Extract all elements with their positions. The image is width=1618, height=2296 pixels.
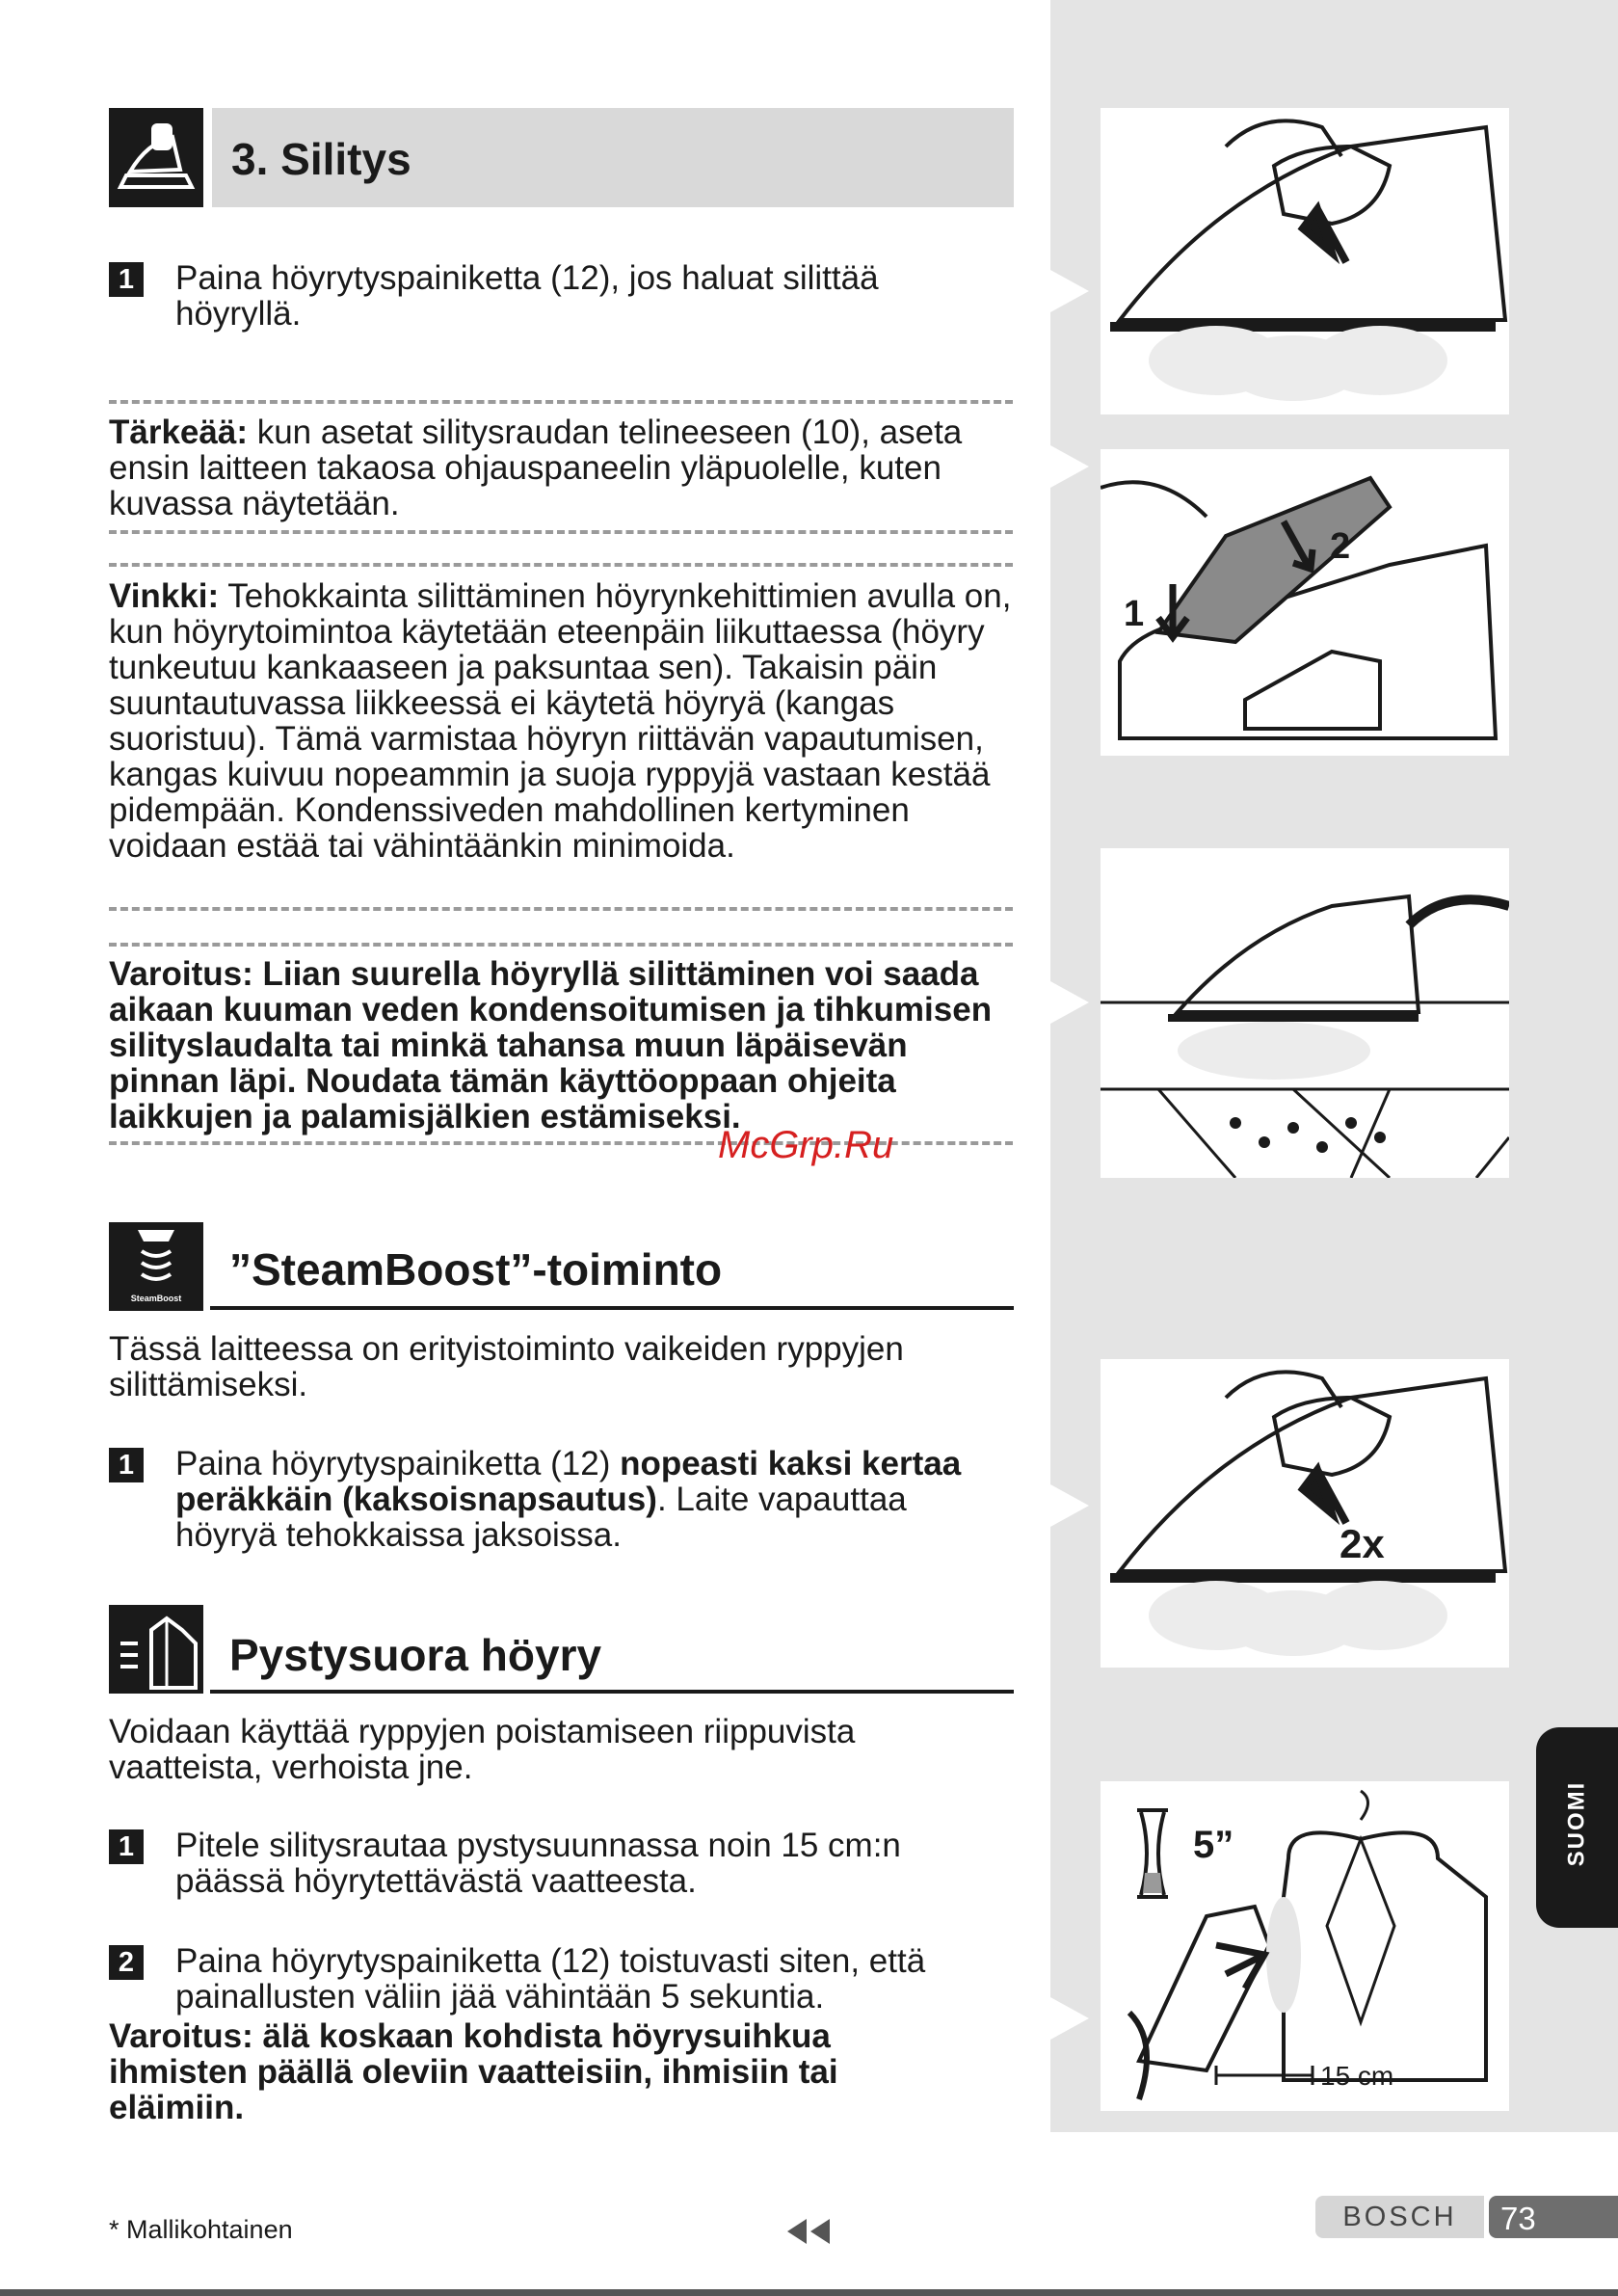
pointer-notch [1050,445,1089,488]
ironing-section-icon [109,108,203,207]
warning-note: Varoitus: älä koskaan kohdista höyrysuihkua ihmisten päällä oleviin vaatteisiin, ihmisiin tai eläimiin. [109,2017,838,2126]
section-rule [210,1306,1014,1310]
step-number: 2 [109,1945,144,1980]
figure-time-label: 5” [1193,1824,1234,1866]
step-text [175,1446,1014,1553]
tip-label: Vinkki: [109,577,220,615]
page-nav-arrows-icon [785,2217,834,2251]
figure-iron-dripping [1101,848,1509,1178]
step-text: Paina höyrytyspainiketta (12), jos haluat silittää höyryllä. [175,259,879,333]
brand-label-box [1315,2196,1484,2238]
important-note [109,414,1015,521]
vertical-steam-icon [109,1605,203,1694]
step-text-part: Paina höyrytyspainiketta (12) [175,1445,621,1482]
figure-distance-label: 15 cm [1320,2061,1394,2091]
figure-iron-steamboost [1101,1359,1509,1668]
page-number: 73 [1500,2201,1536,2236]
section-title: 3. Silitys [231,134,411,184]
step-text-part: . Laite vapauttaa höyryä tehokkaissa jaksoissa. [175,1481,907,1554]
brand-label: BOSCH [1342,2202,1457,2232]
bottom-bar [0,2289,1618,2296]
important-label: Tärkeää: [109,414,248,451]
pointer-notch [1050,270,1089,312]
page-number-box [1489,2196,1618,2238]
section-intro: Voidaan käyttää ryppyjen poistamiseen riippuvista vaatteista, verhoista jne. [109,1713,856,1786]
important-text: kun asetat silitysraudan telineeseen (10), aseta ensin laitteen takaosa ohjauspaneelin yläpuolelle, kuten kuvassa näytetään. [109,414,963,522]
step-number: 1 [109,262,144,297]
figure-iron-steam [1101,108,1509,414]
warning-note: Varoitus: Liian suurella höyryllä silittäminen voi saada aikaan kuuman veden kondensoitumisen ja tihkumisen silityslaudalta tai minkä tahansa muun läpäisevän pinnan läpi. Noudata tämän käyttöoppaan ohjeita laikkujen ja palamisjälkien estämiseksi. [109,955,993,1135]
language-tab [1536,1727,1618,1928]
section-title: Pystysuora höyry [229,1630,602,1680]
pointer-notch [1050,1997,1089,2040]
dashed-divider [109,400,1013,404]
figure-label-2: 2 [1330,526,1351,567]
tip-text: Tehokkainta silittäminen höyrynkehittimien avulla on, kun höyrytoimintoa käytetään eteenpäin liikuttaessa (höyry tunkeutuu kankaaseen ja paksuntaa sen). Takaisin päin suuntautuvassa liikkeessä ei käytetä höyryä (kangas suoristuu). Tämä varmistaa höyryn riittävän vapautumisen, kangas kuivuu nopeammin ja suoja ryppyjä vastaan kestää pidempään. Kondenssiveden mahdollinen kertyminen voidaan estää tai vähintäänkin minimoida. [109,577,1012,865]
language-tab-label: SUOMI [1563,1780,1590,1867]
steamboost-icon [109,1222,203,1311]
section-title: ”SteamBoost”-toiminto [229,1244,723,1295]
section-intro: Tässä laitteessa on erityistoiminto vaikeiden ryppyjen silittämiseksi. [109,1330,904,1403]
section-title-bar [212,108,1014,207]
step-number: 1 [109,1829,144,1864]
figure-vertical-steam [1101,1781,1509,2111]
dashed-divider [109,530,1013,534]
tip-note [109,578,1015,864]
figure-label-1: 1 [1124,594,1145,634]
step-text: Paina höyrytyspainiketta (12) toistuvasti siten, että painallusten väliin jää vähintään 5 sekuntia. [175,1942,926,2016]
dashed-divider [109,943,1013,947]
pointer-notch [1050,981,1089,1024]
step-number: 1 [109,1448,144,1482]
section-rule [210,1690,1014,1694]
footnote: * Mallikohtainen [109,2215,293,2244]
dashed-divider [109,907,1013,911]
step-text: Pitele silitysrautaa pystysuunnassa noin 15 cm:n päässä höyrytettävästä vaatteesta. [175,1827,901,1900]
figure-iron-station [1101,449,1509,756]
step-text-bold: nopeasti kaksi kertaa peräkkäin (kaksoisnapsautus) [175,1445,962,1518]
steamboost-icon-label: SteamBoost [130,1294,182,1303]
watermark: McGrp.Ru [718,1124,894,1166]
figure-label-2x: 2x [1339,1521,1385,1566]
dashed-divider [109,563,1013,567]
pointer-notch [1050,1484,1089,1527]
